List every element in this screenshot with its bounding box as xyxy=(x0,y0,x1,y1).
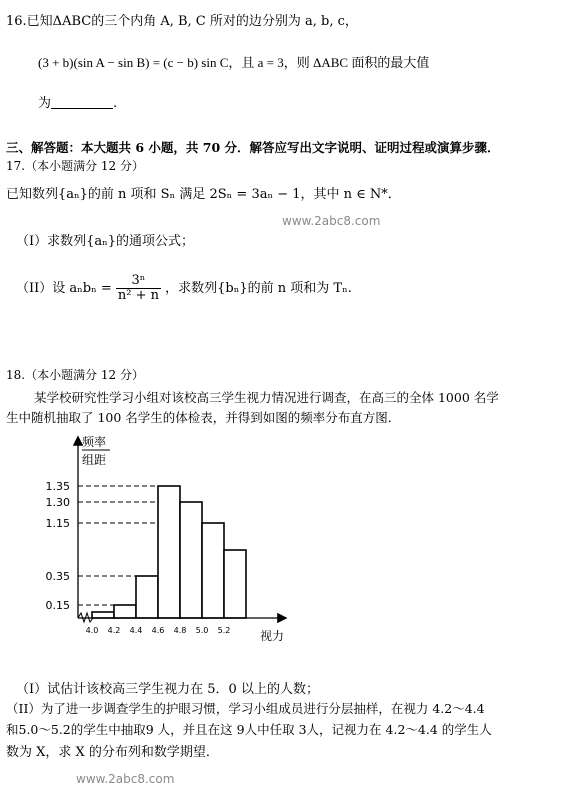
q17-part2 xyxy=(16,274,352,303)
histogram-bar xyxy=(180,502,202,618)
x-axis-label: 视力 xyxy=(260,629,285,643)
histogram-bar xyxy=(114,605,136,618)
x-tick-label: 4.6 xyxy=(151,626,165,635)
q17-part2-prefix: （II）设 aₙbₙ = xyxy=(16,281,112,296)
q18-part1: （I）试估计该校高三学生视力在 5．0 以上的人数； xyxy=(16,682,319,697)
q17-fraction-numerator: 3ⁿ xyxy=(116,274,161,289)
q17-fraction xyxy=(116,274,161,303)
y-tick-label: 1.30 xyxy=(45,496,70,509)
histogram-bars xyxy=(92,486,246,618)
q18-stem-line2: 生中随机抽取了 100 名学生的体检表，并得到如图的频率分布直方图． xyxy=(6,410,401,425)
q17-header: 17.（本小题满分 12 分） xyxy=(6,159,144,173)
y-label-numerator: 频率 xyxy=(82,435,107,449)
q16-line3-suffix: . xyxy=(113,96,118,111)
histogram-bar xyxy=(202,523,224,618)
histogram-bar xyxy=(224,550,246,618)
y-tick-label: 0.15 xyxy=(45,599,70,612)
footer-watermark: www.2abc8.com xyxy=(76,772,175,786)
q17-part2-suffix: ，求数列{bₙ}的前 n 项和为 Tₙ. xyxy=(165,281,352,296)
q16-answer-blank xyxy=(51,96,113,109)
q18-part2-line2: 和5.0～5.2的学生中抽取9 人，并且在这 9人中任取 3人，记视力在 4.2～4.4 的学生人 xyxy=(6,722,492,737)
y-tick-label: 0.35 xyxy=(45,570,70,583)
q17-fraction-denominator: n² + n xyxy=(117,288,160,303)
frequency-histogram xyxy=(30,430,310,645)
x-tick-labels xyxy=(86,626,231,635)
q16-line3 xyxy=(38,92,117,111)
q16-line1: 16.已知ΔABC的三个内角 A, B, C 所对的边分别为 a, b, c， xyxy=(6,14,358,29)
x-tick-label: 5.2 xyxy=(217,626,231,635)
q18-header: 18.（本小题满分 12 分） xyxy=(6,368,144,382)
q16-line3-prefix: 为 xyxy=(38,96,52,111)
y-tick-labels xyxy=(46,480,71,612)
x-tick-label: 4.2 xyxy=(107,626,121,635)
q18-part2-line1: （II）为了进一步调查学生的护眼习惯，学习小组成员进行分层抽样，在视力 4.2～4.4 xyxy=(6,701,485,716)
section3-heading: 三、解答题：本大题共 6 小题，共 70 分．解答应写出文字说明、证明过程或演算步骤． xyxy=(6,140,500,155)
x-tick-label: 4.4 xyxy=(129,626,143,635)
histogram-bar xyxy=(158,486,180,618)
y-label-denominator: 组距 xyxy=(82,453,107,467)
histogram-bar xyxy=(92,612,114,618)
y-tick-label: 1.35 xyxy=(45,480,70,493)
q18-part2-line3: 数为 X，求 X 的分布列和数学期望． xyxy=(6,745,219,760)
x-tick-label: 5.0 xyxy=(195,626,209,635)
q18-stem-line1: 某学校研究性学习小组对该校高三学生视力情况进行调查，在高三的全体 1000 名学 xyxy=(34,390,499,405)
q16-line2: (3 + b)(sin A − sin B) = (c − b) sin C，且 a = 3，则 ΔABC 面积的最大值 xyxy=(38,55,430,70)
q17-stem: 已知数列{aₙ}的前 n 项和 Sₙ 满足 2Sₙ = 3aₙ − 1，其中 n ∈ N*． xyxy=(6,187,401,202)
x-tick-label: 4.8 xyxy=(173,626,187,635)
y-tick-label: 1.15 xyxy=(45,517,70,530)
q17-part1: （I）求数列{aₙ}的通项公式； xyxy=(16,234,195,249)
x-tick-label: 4.0 xyxy=(85,626,99,635)
q17-watermark: www.2abc8.com xyxy=(282,214,381,228)
histogram-bar xyxy=(136,576,158,618)
